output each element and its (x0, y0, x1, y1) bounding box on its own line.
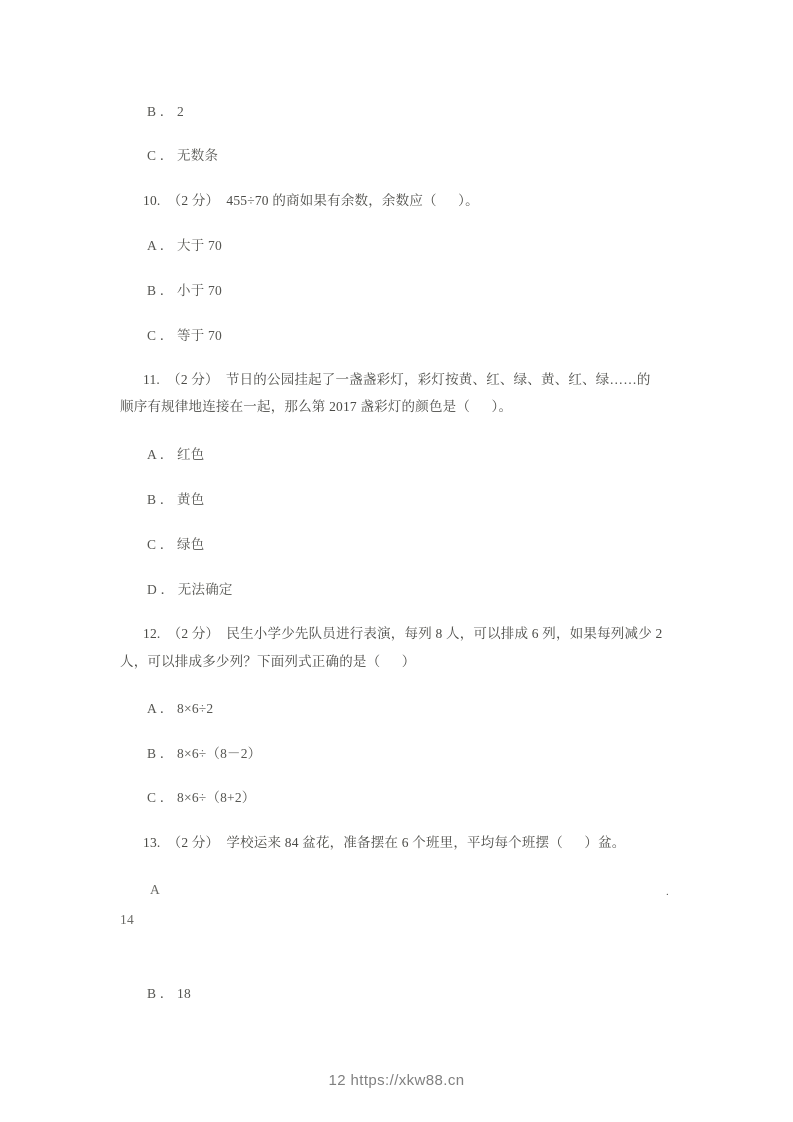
option-c-q11: C ． 绿色 (147, 537, 205, 552)
option-b-q12: B ． 8×6÷（8－2） (147, 746, 262, 761)
option-d-q11: D ． 无法确定 (147, 582, 233, 597)
question-12-stem-line1: 12. （2 分） 民生小学少先队员进行表演，每列 8 人，可以排成 6 列，如果每列减少 2 (143, 626, 663, 641)
option-a-q13-marker: A (150, 882, 160, 897)
question-13-stem: 13. （2 分） 学校运来 84 盆花，准备摆在 6 个班里，平均每个班摆（ ）盆。 (143, 835, 626, 850)
question-11-stem-line2: 顺序有规律地连接在一起，那么第 2017 盏彩灯的颜色是（ ）。 (120, 399, 513, 414)
option-a-q13-value: 14 (120, 912, 134, 927)
option-c-q10: C ． 等于 70 (147, 328, 222, 343)
question-10-stem: 10. （2 分） 455÷70 的商如果有余数，余数应（ ）。 (143, 193, 479, 208)
option-a-q10: A ． 大于 70 (147, 238, 222, 253)
question-12-stem-line2: 人，可以排成多少列？下面列式正确的是（ ） (120, 654, 416, 669)
option-b-q13: B ． 18 (147, 986, 191, 1001)
option-a-q12: A ． 8×6÷2 (147, 701, 214, 716)
option-b-q10: B ． 小于 70 (147, 283, 222, 298)
option-b-q9: B ． 2 (147, 104, 185, 119)
option-c-q12: C ． 8×6÷（8+2） (147, 790, 256, 805)
option-c-q9: C ． 无数条 (147, 148, 219, 163)
question-11-stem-line1: 11. （2 分） 节日的公园挂起了一盏盏彩灯，彩灯按黄、红、绿、黄、红、绿……的 (143, 372, 651, 387)
option-b-q11: B ． 黄色 (147, 492, 205, 507)
option-a-q11: A ． 红色 (147, 447, 205, 462)
stray-period-mark: . (666, 886, 669, 898)
page-footer-watermark: 12 https://xkw88.cn (328, 1072, 465, 1089)
